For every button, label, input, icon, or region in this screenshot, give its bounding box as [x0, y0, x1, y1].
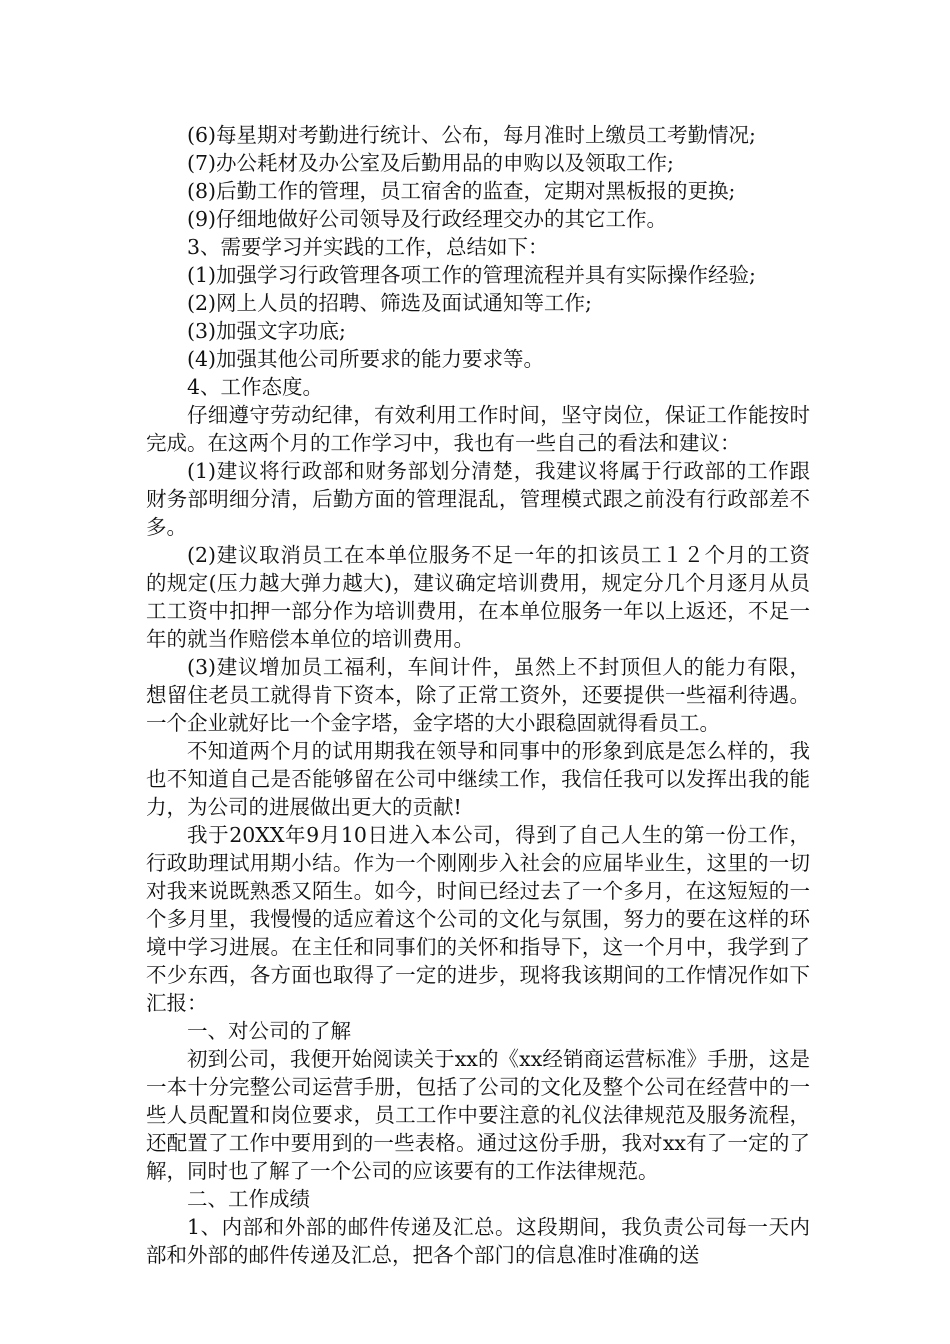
paragraph-item-7: (7)办公耗材及办公室及后勤用品的申购以及领取工作;: [187, 151, 674, 175]
paragraph-item-9: (9)仔细地做好公司领导及行政经理交办的其它工作。: [187, 207, 668, 231]
paragraph-learning-3: (3)加强文字功底;: [187, 319, 346, 343]
paragraph-company: 初到公司，我便开始阅读关于xx的《xx经销商运营标准》手册，这是一本十分完整公司运营手册，包括了公司的文化及整个公司在经营中的一些人员配置和岗位要求，员工工作中要注意的礼仪法律规范及服务流程，还配置了工作中要用到的一些表格。通过这份手册，我对xx有了一定的了解，同时也了解了一个公司的应该要有的工作法律规范。: [146, 1047, 810, 1183]
section-heading-company: 一、对公司的了解: [187, 1019, 351, 1043]
paragraph-suggestion-2: (2)建议取消员工在本单位服务不足一年的扣该员工１２个月的工资的规定(压力越大弹力越大)，建议确定培训费用，规定分几个月逐月从员工工资中扣押一部分作为培训费用，在本单位服务一年以上返还，不足一年的就当作赔偿本单位的培训费用。: [146, 543, 810, 651]
paragraph-learning-1: (1)加强学习行政管理各项工作的管理流程并具有实际操作经验;: [187, 263, 756, 287]
paragraph-attitude: 仔细遵守劳动纪律，有效利用工作时间，坚守岗位，保证工作能按时完成。在这两个月的工作学习中，我也有一些自己的看法和建议：: [146, 403, 810, 455]
paragraph-learning-4: (4)加强其他公司所要求的能力要求等。: [187, 347, 545, 371]
section-heading-achievements: 二、工作成绩: [187, 1187, 310, 1211]
section-heading-attitude: 4、工作态度。: [187, 375, 324, 399]
document-body: [146, 121, 810, 1269]
paragraph-intro: 我于20XX年9月10日进入本公司，得到了自己人生的第一份工作，行政助理试用期小结。作为一个刚刚步入社会的应届毕业生，这里的一切对我来说既熟悉又陌生。如今，时间已经过去了一个多月，在这短短的一个多月里，我慢慢的适应着这个公司的文化与氛围，努力的要在这样的环境中学习进展。在主任和同事们的关怀和指导下，这一个月中，我学到了不少东西，各方面也取得了一定的进步，现将我该期间的工作情况作如下汇报：: [146, 823, 810, 1015]
section-heading-learning: 3、需要学习并实践的工作，总结如下：: [187, 235, 549, 259]
paragraph-suggestion-3: (3)建议增加员工福利，车间计件，虽然上不封顶但人的能力有限，想留住老员工就得肯下资本，除了正常工资外，还要提供一些福利待遇。一个企业就好比一个金字塔，金字塔的大小跟稳固就得看员工。: [146, 655, 810, 735]
paragraph-suggestion-1: (1)建议将行政部和财务部划分清楚，我建议将属于行政部的工作跟财务部明细分清，后勤方面的管理混乱，管理模式跟之前没有行政部差不多。: [146, 459, 810, 539]
paragraph-learning-2: (2)网上人员的招聘、筛选及面试通知等工作;: [187, 291, 592, 315]
paragraph-achievement-1: 1、内部和外部的邮件传递及汇总。这段期间，我负责公司每一天内部和外部的邮件传递及汇总，把各个部门的信息准时准确的送: [146, 1215, 810, 1267]
paragraph-item-8: (8)后勤工作的管理，员工宿舍的监查，定期对黑板报的更换;: [187, 179, 736, 203]
paragraph-closing: 不知道两个月的试用期我在领导和同事中的形象到底是怎么样的，我也不知道自己是否能够留在公司中继续工作，我信任我可以发挥出我的能力，为公司的进展做出更大的贡献!: [146, 739, 810, 819]
paragraph-item-6: (6)每星期对考勤进行统计、公布，每月准时上缴员工考勤情况;: [187, 123, 756, 147]
